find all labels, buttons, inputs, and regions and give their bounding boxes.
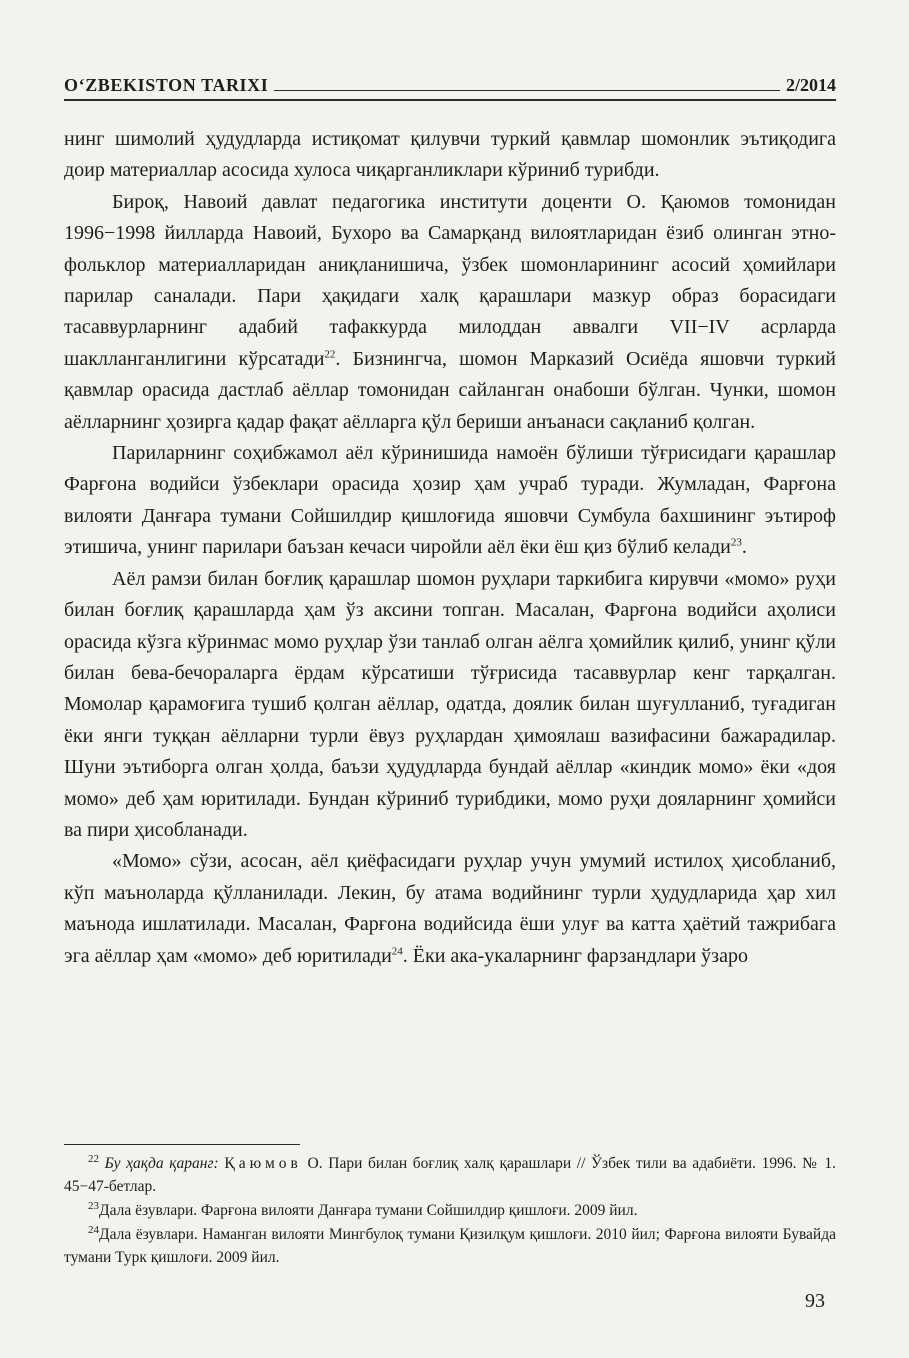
header-rule — [274, 90, 780, 91]
footnote-separator — [64, 1144, 300, 1145]
footnote-number: 22 — [88, 1152, 99, 1165]
footnote-text: Дала ёзувлари. Фарғона вилояти Данғара тумани Сойшилдир қишлоғи. 2009 йил. — [99, 1202, 638, 1219]
footnote-ref-23[interactable]: 23 — [730, 536, 742, 549]
journal-title: O‘ZBEKISTON TARIXI — [64, 75, 269, 95]
footnote-ref-24[interactable]: 24 — [391, 944, 403, 957]
running-header — [64, 66, 836, 96]
article-body — [64, 124, 836, 972]
paragraph-text: Аёл рамзи билан боғлиқ қарашлар шомон руҳлари таркибига кирувчи «момо» руҳи билан боғлиқ қарашларда ҳам ўз аксини топган. Масалан, Фарғона водийси аҳолиси орасида кўзга кўринмас момо руҳлар ўзи танлаб олган аёлга ҳомийлик қилиб, унинг қўли билан бева-бечораларга ёрдам кўрсатиши тўғрисида тасаввурлар кенг тарқалган. Момолар қарамоғига тушиб қолган аёллар, одатда, доялик билан шуғулланиб, туғадиган ёки янги туққан аёлларни турли ёвуз руҳлардан ҳимоялаш вазифасини бажарадилар. Шуни эътиборга олган ҳолда, баъзи ҳудудларда бундай аёллар «киндик момо» ёки «доя момо» деб ҳам юритилади. Бундан кўриниб турибдики, момо руҳи дояларнинг ҳомийси ва пири ҳисобланади. — [64, 567, 836, 841]
paragraph-text: . Бизнингча, шомон Марказий Осиёда яшовчи туркий қавмлар орасида дастлаб аёллар томонидан сайланган онабоши бўлган. Чунки, шомон аёлларнинг ҳозирга қадар фақат аёлларга қўл бериши анъанаси сақланиб қолган. — [64, 347, 836, 433]
issue-number: 2/2014 — [785, 75, 836, 95]
paragraph-text: Бироқ, Навоий давлат педагогика институти доценти О. Қаюмов томонидан 1996−1998 йилларда Навоий, Бухоро ва Самарқанд вилоятларидан ёзиб олинган этно-фольклор материалларидан аниқланишича, ўзбек шомонларининг асосий ҳомийлари парилар саналади. Пари ҳақидаги халқ қарашлари мазкур образ борасидаги тасаввурларнинг адабий тафаккурда милоддан аввалги VII−IV асрларда шаклланганлигини кўрсатади — [64, 190, 836, 370]
footnote-italic: Бу ҳақда қаранг: — [104, 1155, 219, 1172]
header-divider — [64, 99, 836, 101]
footnote-text: О. Пари билан боғлиқ халқ қарашлари // Ўзбек тили ва адабиёти. 1996. № 1. 45−47-бетлар. — [64, 1155, 837, 1195]
footnote-text: Дала ёзувлари. Наманган вилояти Мингбулоқ тумани Қизилқум қишлоғи. 2010 йил; Фарғона вилояти Бувайда тумани Турк қишлоғи. 2009 йил. — [64, 1226, 836, 1266]
footnote-ref-22[interactable]: 22 — [324, 348, 336, 361]
page-number: 93 — [805, 1290, 825, 1312]
footnote-number: 24 — [88, 1223, 99, 1236]
paragraph-5 — [64, 846, 836, 972]
footnote-number: 23 — [88, 1199, 99, 1212]
paragraph-2 — [64, 187, 836, 438]
paragraph-text: . — [741, 536, 747, 559]
paragraph-text: нинг шимолий ҳудудларда истиқомат қилувчи туркий қавмлар шомонлик эътиқодига доир материаллар асосида хулоса чиқарганликлари кўриниб турибди. — [64, 128, 836, 182]
footnote-22 — [64, 1152, 836, 1198]
paragraph-text: Париларнинг соҳибжамол аёл кўринишида намоён бўлиши тўғрисидаги қарашлар Фарғона водийси ўзбеклари орасида ҳозир ҳам учраб туради. Жумладан, Фарғона вилояти Данғара тумани Сойшилдир қишлоғида яшовчи Сумбула бахшининг эътироф этишича, унинг парилари баъзан кечаси чиройли аёл ёки ёш қиз бўлиб келади — [64, 442, 836, 559]
paragraph-1 — [64, 124, 836, 187]
paragraph-3 — [64, 438, 836, 564]
paragraph-text: . Ёки ака-укаларнинг фарзандлари ўзаро — [402, 944, 748, 967]
paragraph-4 — [64, 564, 836, 847]
paragraph-text: «Момо» сўзи, асосан, аёл қиёфасидаги руҳлар учун умумий истилоҳ ҳисобланиб, кўп маъноларда қўлланилади. Лекин, бу атама водийнинг турли ҳудудларида ҳар хил маънода ишлатилади. Масалан, Фарғона водийсида ёши улуғ ва катта ҳаётий тажрибага эга аёллар ҳам «момо» деб юритилади — [64, 850, 836, 967]
footnote-author: Қаюмов — [224, 1155, 302, 1172]
footnote-24 — [64, 1223, 836, 1269]
footnote-23 — [64, 1199, 836, 1222]
footnotes — [64, 1152, 836, 1270]
